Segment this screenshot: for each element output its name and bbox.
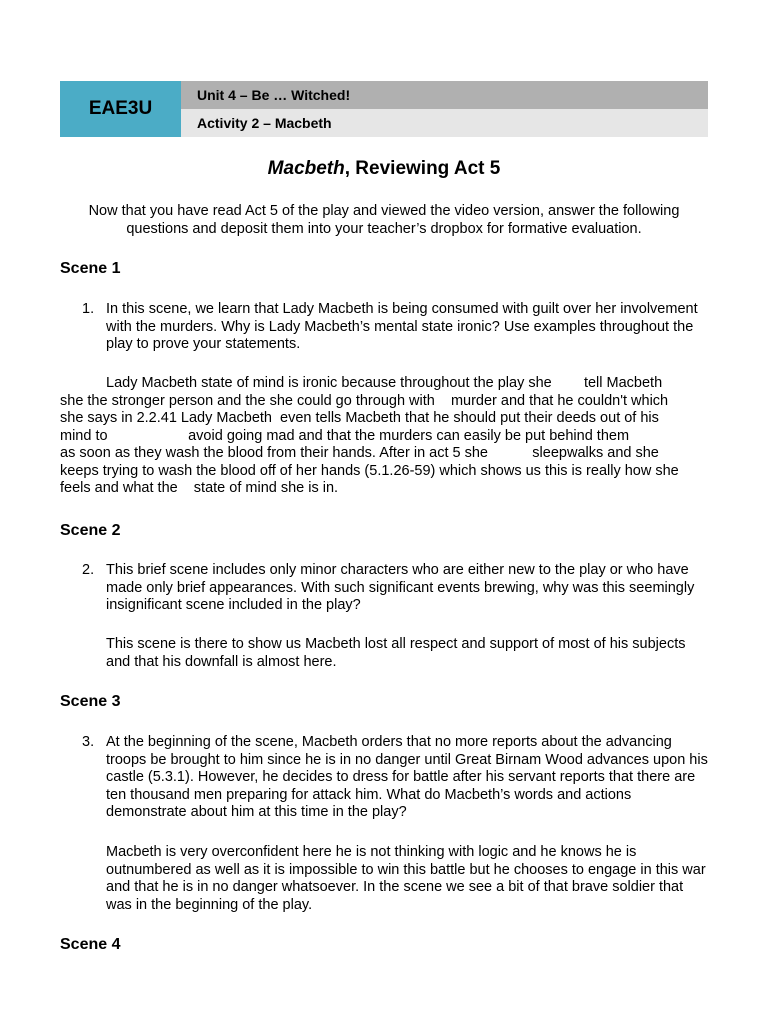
answer-1-line: she says in 2.2.41 Lady Macbeth even tells Macbeth that he should put their deeds out of his bbox=[60, 410, 659, 426]
answer-3: Macbeth is very overconfident here he is not thinking with logic and he knows he is outnumbered as well as it is impossible to win this battle but he chooses to engage in this war and that he is in no danger whatsoever. In the scene we see a bit of that brave soldier that was in the beginning of the play. bbox=[106, 844, 706, 913]
question-3-number: 3. bbox=[82, 734, 95, 750]
activity-title: Activity 2 – Macbeth bbox=[181, 109, 708, 137]
answer-1 bbox=[60, 375, 710, 498]
scene-4-heading: Scene 4 bbox=[60, 936, 121, 953]
answer-2: This scene is there to show us Macbeth lost all respect and support of most of his subjects and that his downfall is almost here. bbox=[106, 636, 686, 670]
answer-1-line: mind to avoid going mad and that the murders can easily be put behind them bbox=[60, 427, 630, 444]
question-2-number: 2. bbox=[82, 562, 95, 578]
title-italic: Macbeth bbox=[267, 158, 345, 179]
header-info bbox=[181, 81, 708, 137]
unit-title: Unit 4 – Be … Witched! bbox=[181, 81, 708, 109]
answer-1-line: as soon as they wash the blood from their hands. After in act 5 she sleepwalks and she bbox=[60, 445, 659, 461]
answer-1-line: she the stronger person and the she could go through with murder and that he couldn't which bbox=[60, 392, 669, 409]
question-2-text: This brief scene includes only minor characters who are either new to the play or who have made only brief appearances. With such significant events brewing, why was this seemingly insignificant scene included in the play? bbox=[106, 562, 695, 613]
page-title bbox=[60, 158, 708, 180]
title-rest: , Reviewing Act 5 bbox=[344, 158, 501, 179]
scene-3-heading: Scene 3 bbox=[60, 693, 121, 710]
question-1-number: 1. bbox=[82, 301, 95, 317]
scene-2-heading: Scene 2 bbox=[60, 522, 121, 539]
answer-1-line: keeps trying to wash the blood off of her hands (5.1.26-59) which shows us this is really how she bbox=[60, 462, 679, 479]
answer-1-line: Lady Macbeth state of mind is ironic because throughout the play she tell Macbeth bbox=[106, 375, 663, 391]
intro-paragraph: Now that you have read Act 5 of the play and viewed the video version, answer the following questions and deposit them into your teacher’s dropbox for formative evaluation. bbox=[88, 203, 680, 237]
course-code: EAE3U bbox=[60, 81, 181, 137]
question-1-text: In this scene, we learn that Lady Macbeth is being consumed with guilt over her involvement with the murders. Why is Lady Macbeth’s mental state ironic? Use examples throughout the play to prove your statements. bbox=[106, 301, 698, 352]
header-table bbox=[60, 81, 708, 137]
answer-1-line: feels and what the state of mind she is in. bbox=[60, 480, 339, 496]
scene-1-heading: Scene 1 bbox=[60, 260, 121, 277]
question-3-text: At the beginning of the scene, Macbeth orders that no more reports about the advancing troops be brought to him since he is in no danger until Great Birnam Wood advances upon his castle (5.3.1). However, he decides to dress for battle after his servant reports that there are ten thousand men preparing for attack him. What do Macbeth’s words and actions demonstrate about him at this time in the play? bbox=[106, 734, 708, 820]
